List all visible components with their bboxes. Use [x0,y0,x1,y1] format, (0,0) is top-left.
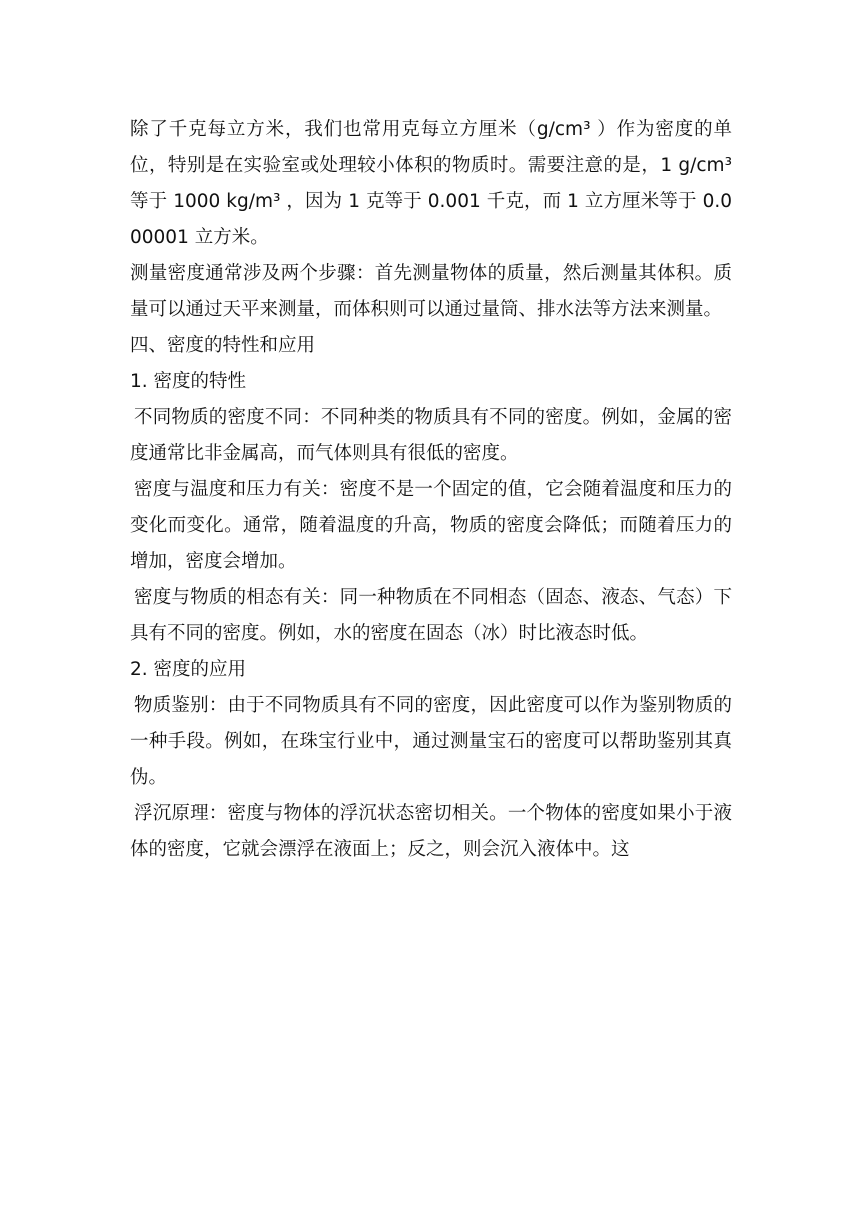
subsection-heading-properties: 1. 密度的特性 [130,371,247,392]
paragraph-density-units: 除了千克每立方米，我们也常用克每立方厘米（g/cm³ ）作为密度的单位，特别是在实验室或处理较小体积的物质时。需要注意的是，1 g/cm³ 等于 1000 kg/m³ ，因为 1 克等于 0.001 千克，而 1 立方厘米等于 0.000001 立方米。 [130,119,732,248]
paragraph-substance-identification: 物质鉴别：由于不同物质具有不同的密度，因此密度可以作为鉴别物质的一种手段。例如，在珠宝行业中，通过测量宝石的密度可以帮助鉴别其真伪。 [130,695,732,788]
paragraph-different-substances: 不同物质的密度不同：不同种类的物质具有不同的密度。例如，金属的密度通常比非金属高，而气体则具有很低的密度。 [130,407,732,464]
subsection-heading-applications: 2. 密度的应用 [130,659,247,680]
paragraph-buoyancy-principle: 浮沉原理：密度与物体的浮沉状态密切相关。一个物体的密度如果小于液体的密度，它就会漂浮在液面上；反之，则会沉入液体中。这 [130,803,732,860]
document-page [130,112,732,868]
paragraph-temperature-pressure: 密度与温度和压力有关：密度不是一个固定的值，它会随着温度和压力的变化而变化。通常，随着温度的升高，物质的密度会降低；而随着压力的增加，密度会增加。 [130,479,732,572]
paragraph-phase-state: 密度与物质的相态有关：同一种物质在不同相态（固态、液态、气态）下具有不同的密度。例如，水的密度在固态（冰）时比液态时低。 [130,587,732,644]
section-heading-properties-applications: 四、密度的特性和应用 [130,335,316,356]
paragraph-density-measurement: 测量密度通常涉及两个步骤：首先测量物体的质量，然后测量其体积。质量可以通过天平来测量，而体积则可以通过量筒、排水法等方法来测量。 [130,263,732,320]
